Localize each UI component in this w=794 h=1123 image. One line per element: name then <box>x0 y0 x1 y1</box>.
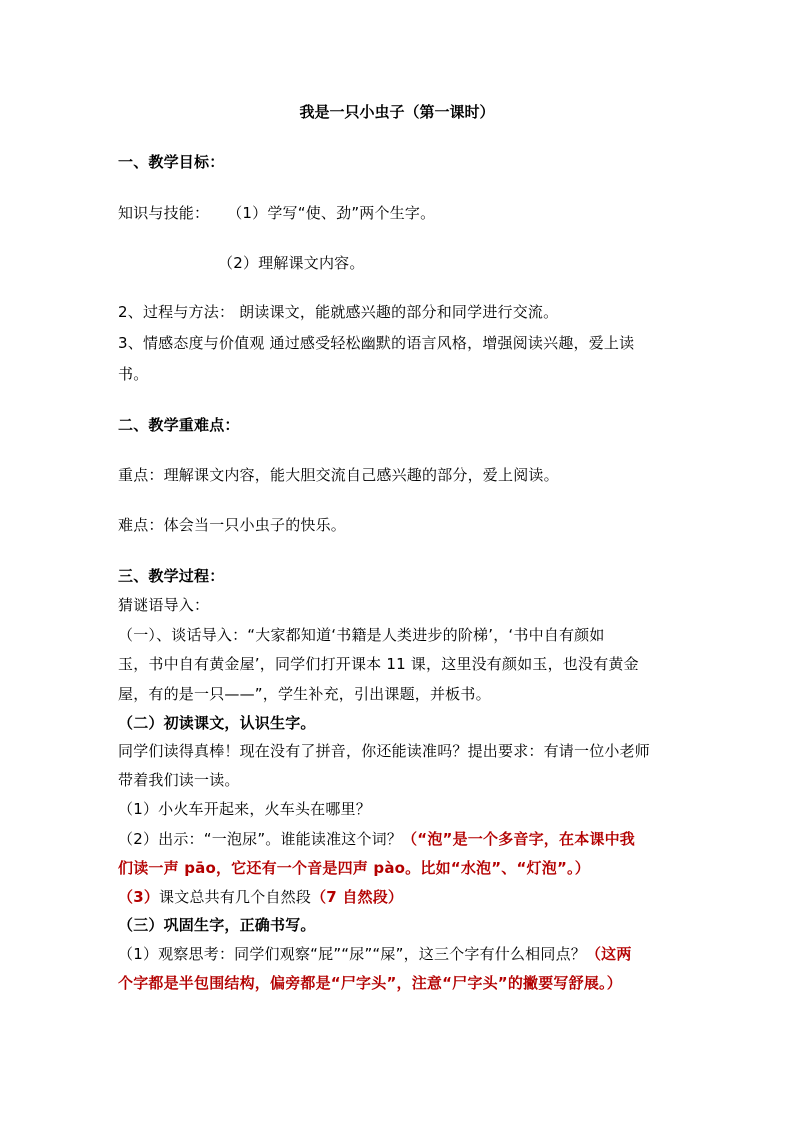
question-1: （1）小火车开起来，火车头在哪里？ <box>118 800 371 818</box>
document-title: 我是一只小虫子（第一课时） <box>299 103 495 121</box>
goal-knowledge-item-1: （1）学写“使、劲”两个生字。 <box>227 204 436 222</box>
goal-emotion-line-1: 3、情感态度与价值观 通过感受轻松幽默的语言风格，增强阅读兴趣，爱上读 <box>118 334 635 352</box>
question-3-number: （3） <box>118 888 160 906</box>
question-2-text: （2）出示：“一泡尿”。谁能读准这个词？ <box>118 830 403 848</box>
part1-line-1: （一）、谈话导入：“大家都知道‘书籍是人类进步的阶梯’，‘书中自有颜如 <box>118 626 605 644</box>
section-heading-process: 三、教学过程： <box>118 567 225 585</box>
goal-knowledge-item-2: （2）理解课文内容。 <box>218 254 365 272</box>
question-2-answer-line-2: 们读一声 pāo，它还有一个音是四声 pào。比如“水泡”、“灯泡”。） <box>118 859 590 877</box>
question-3-answer: （7 自然段） <box>311 888 404 906</box>
question-2 <box>118 828 635 850</box>
section-heading-key-points: 二、教学重难点： <box>118 416 240 434</box>
goal-emotion-line-2: 书。 <box>118 365 149 383</box>
goal-knowledge-label: 知识与技能： <box>118 204 210 222</box>
difficult-point: 难点：体会当一只小虫子的快乐。 <box>118 516 347 534</box>
question-3-text: 课文总共有几个自然段 <box>159 888 312 906</box>
part3-question-1 <box>118 943 632 965</box>
question-3 <box>118 886 403 908</box>
goal-knowledge <box>118 202 435 224</box>
goal-process: 2、过程与方法： 朗读课文，能就感兴趣的部分和同学进行交流。 <box>118 303 559 321</box>
riddle-intro: 猜谜语导入： <box>118 596 210 614</box>
part3-heading: （三）巩固生字，正确书写。 <box>118 916 316 934</box>
section-heading-goals: 一、教学目标： <box>118 153 225 171</box>
part1-line-2: 玉，书中自有黄金屋’，同学们打开课本 11 课，这里没有颜如玉，也没有黄金 <box>118 655 639 673</box>
part3-question-1-answer-line-2: 个字都是半包围结构，偏旁都是“尸字头”，注意“尸字头”的撇要写舒展。） <box>118 974 622 992</box>
question-2-answer: （“泡”是一个多音字，在本课中我 <box>402 830 636 848</box>
part3-question-1-answer: （这两 <box>585 945 632 963</box>
part2-heading: （二）初读课文，认识生字。 <box>118 714 316 732</box>
part2-line-2: 带着我们读一读。 <box>118 771 240 789</box>
key-point: 重点：理解课文内容，能大胆交流自己感兴趣的部分，爱上阅读。 <box>118 466 559 484</box>
part3-question-1-text: （1）观察思考：同学们观察“屁”“尿”“屎”，这三个字有什么相同点？ <box>118 945 586 963</box>
part2-line-1: 同学们读得真棒！现在没有了拼音，你还能读准吗？提出要求：有请一位小老师 <box>118 742 651 760</box>
part1-line-3: 屋，有的是一只——”，学生补充，引出课题，并板书。 <box>118 685 491 703</box>
